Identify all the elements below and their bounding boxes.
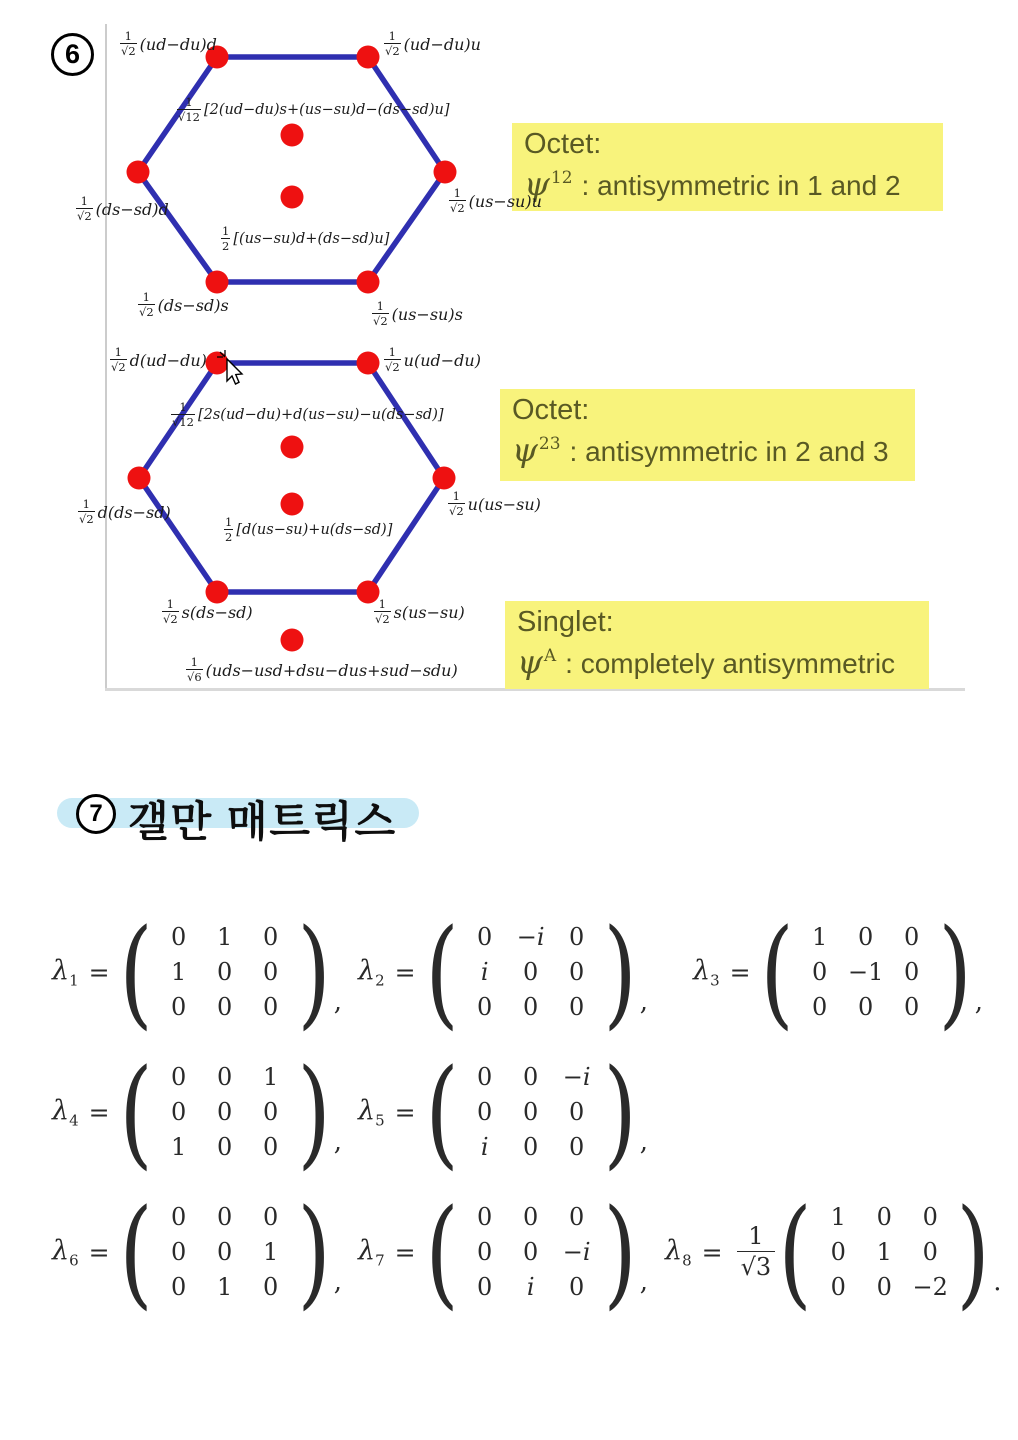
matrix-grid xyxy=(462,1200,600,1305)
close-paren: ) xyxy=(956,1183,990,1321)
matrix-cell: −i xyxy=(562,1238,591,1266)
matrix-cell: 0 xyxy=(569,923,585,951)
close-paren: ) xyxy=(297,903,331,1041)
matrix-cell: −1 xyxy=(847,958,884,986)
matrix-cell: 0 xyxy=(876,1273,892,1301)
matrix-cell: 0 xyxy=(830,1273,846,1301)
matrix-cell: 0 xyxy=(263,958,279,986)
matrix-cell: 0 xyxy=(812,958,828,986)
matrix-grid xyxy=(156,920,294,1025)
lambda-label: $\lambda_5$ xyxy=(358,1094,385,1130)
matrix-cell: 0 xyxy=(217,993,233,1021)
matrix-cell: 0 xyxy=(171,1203,187,1231)
matrix-cell: 0 xyxy=(569,1273,585,1301)
close-paren: ) xyxy=(297,1183,331,1321)
lambda-label: $\lambda_6$ xyxy=(52,1234,79,1270)
matrix-cell: 0 xyxy=(904,993,920,1021)
octet-12-title: Octet: xyxy=(524,128,602,160)
state-label-h1-mid-top: 1 √12 [2(ud−du)s+(us−su)d−(ds−sd)u] xyxy=(178,95,450,125)
singlet-title: Singlet: xyxy=(517,606,614,638)
matrix-cell: 0 xyxy=(858,923,874,951)
psi-23-symbol: $\psi^{23}$ xyxy=(512,430,561,470)
state-label-h1-tr: 1 √2 (ud−du)u xyxy=(385,29,481,59)
psi-a-symbol: $\psi^A$ xyxy=(517,642,557,682)
matrix-cell: 1 xyxy=(171,958,187,986)
state-label-h2-tl: 1 √2 d(ud−du) xyxy=(111,345,207,375)
matrix-cell: 0 xyxy=(217,1063,233,1091)
matrix-lambda-8 xyxy=(665,1183,1002,1321)
matrix-grid xyxy=(462,1060,600,1165)
matrix-cell: −i xyxy=(562,1063,591,1091)
matrix-cell: 0 xyxy=(477,1273,493,1301)
matrix-cell: 0 xyxy=(477,1203,493,1231)
matrix-cell: 0 xyxy=(217,1203,233,1231)
matrix-lambda-5 xyxy=(358,1043,648,1181)
punctuation: , xyxy=(974,987,983,1017)
matrix-cell: 0 xyxy=(523,1238,539,1266)
gellmann-header: 갤만 매트릭스 xyxy=(128,798,398,845)
octet-23-title: Octet: xyxy=(512,394,590,426)
matrix-cell: 0 xyxy=(523,1063,539,1091)
equals-sign: = xyxy=(394,1097,416,1127)
matrix-cell: 0 xyxy=(263,1203,279,1231)
matrix-lambda-7 xyxy=(358,1183,648,1321)
section-7-number: 7 xyxy=(89,800,103,827)
state-label-h1-right: 1 √2 (us−su)u xyxy=(450,186,542,216)
matrix-cell: 0 xyxy=(830,1238,846,1266)
matrix-cell: 1 xyxy=(217,1273,233,1301)
matrix-cell: 0 xyxy=(569,958,585,986)
matrix-cell: 0 xyxy=(263,1098,279,1126)
matrix-cell: 0 xyxy=(477,1063,493,1091)
matrix-cell: 0 xyxy=(263,923,279,951)
state-label-h1-left: 1 √2 (ds−sd)d xyxy=(77,194,169,224)
close-paren: ) xyxy=(938,903,972,1041)
matrix-lambda-1 xyxy=(52,903,342,1041)
state-label-h2-left: 1 √2 d(ds−sd) xyxy=(79,497,171,527)
matrix-cell: 0 xyxy=(523,1098,539,1126)
matrix-cell: 0 xyxy=(904,923,920,951)
matrix-cell: 0 xyxy=(812,993,828,1021)
punctuation: , xyxy=(639,1267,648,1297)
lambda-label: $\lambda_4$ xyxy=(52,1094,79,1130)
matrix-cell: 0 xyxy=(876,1203,892,1231)
state-label-h1-tl: 1 √2 (ud−du)d xyxy=(121,29,217,59)
matrix-cell: 1 xyxy=(876,1238,892,1266)
state-label-h2-bl: 1 √2 s(ds−sd) xyxy=(163,597,253,627)
state-label-h2-mid-bottom: 1 2 [d(us−su)+u(ds−sd)] xyxy=(225,515,393,545)
state-label-h2-mid-top: 1 √12 [2s(ud−du)+d(us−su)−u(ds−sd)] xyxy=(172,400,444,430)
matrix-cell: 1 xyxy=(830,1203,846,1231)
matrix-cell: 0 xyxy=(523,958,539,986)
punctuation: . xyxy=(993,1267,1002,1297)
octet-12-text: : antisymmetric in 1 and 2 xyxy=(581,170,901,202)
matrix-cell: 0 xyxy=(523,993,539,1021)
lambda-label: $\lambda_7$ xyxy=(358,1234,385,1270)
matrix-cell: 0 xyxy=(523,1203,539,1231)
punctuation: , xyxy=(639,987,648,1017)
close-paren: ) xyxy=(603,903,637,1041)
matrix-cell: 1 xyxy=(812,923,828,951)
singlet-text: : completely antisymmetric xyxy=(565,648,896,680)
state-label-h1-br: 1 √2 (us−su)s xyxy=(373,299,463,329)
matrix-grid xyxy=(156,1200,294,1305)
matrix-cell: 0 xyxy=(171,993,187,1021)
matrix-cell: i xyxy=(526,1273,535,1301)
matrix-cell: 0 xyxy=(569,1133,585,1161)
state-label-h2-right: 1 √2 u(us−su) xyxy=(449,489,541,519)
matrix-lambda-4 xyxy=(52,1043,342,1181)
open-paren: ( xyxy=(425,903,459,1041)
lambda-label: $\lambda_3$ xyxy=(693,954,720,990)
matrix-cell: 0 xyxy=(477,993,493,1021)
equals-sign: = xyxy=(88,1097,110,1127)
matrix-cell: 0 xyxy=(477,1238,493,1266)
matrix-cell: 0 xyxy=(171,923,187,951)
matrix-cell: 1 xyxy=(171,1133,187,1161)
matrix-grid xyxy=(462,920,600,1025)
matrix-cell: 0 xyxy=(922,1238,938,1266)
open-paren: ( xyxy=(119,903,153,1041)
matrix-cell: 1 xyxy=(263,1063,279,1091)
state-label-h2-tr: 1 √2 u(ud−du) xyxy=(385,345,481,375)
open-paren: ( xyxy=(119,1043,153,1181)
equals-sign: = xyxy=(701,1237,723,1267)
lambda-label: $\lambda_1$ xyxy=(52,954,79,990)
punctuation: , xyxy=(639,1127,648,1157)
hexagon-octet-23 xyxy=(139,363,444,592)
matrix-cell: 0 xyxy=(569,1203,585,1231)
punctuation: , xyxy=(333,1127,342,1157)
equals-sign: = xyxy=(394,1237,416,1267)
matrix-cell: 1 xyxy=(263,1238,279,1266)
octet-23-text: : antisymmetric in 2 and 3 xyxy=(569,436,889,468)
matrix-cell: 0 xyxy=(171,1063,187,1091)
matrix-lambda-6 xyxy=(52,1183,342,1321)
close-paren: ) xyxy=(297,1043,331,1181)
matrix-cell: 0 xyxy=(477,1098,493,1126)
matrix-cell: 0 xyxy=(171,1273,187,1301)
matrix-grid xyxy=(156,1060,294,1165)
state-label-h2-br: 1 √2 s(us−su) xyxy=(375,597,465,627)
matrix-cell: 0 xyxy=(569,1098,585,1126)
equals-sign: = xyxy=(88,1237,110,1267)
matrix-cell: 0 xyxy=(217,1238,233,1266)
matrix-cell: 0 xyxy=(523,1133,539,1161)
matrix-cell: 0 xyxy=(263,1273,279,1301)
matrix-cell: 0 xyxy=(217,958,233,986)
matrix-cell: i xyxy=(480,1133,489,1161)
equals-sign: = xyxy=(394,957,416,987)
matrix-cell: 0 xyxy=(263,1133,279,1161)
open-paren: ( xyxy=(778,1183,812,1321)
matrix-lambda-3 xyxy=(693,903,983,1041)
matrix-cell: 0 xyxy=(904,958,920,986)
matrix-grid xyxy=(815,1200,953,1305)
matrix-cell: 0 xyxy=(263,993,279,1021)
punctuation: , xyxy=(333,987,342,1017)
state-label-h1-mid-bottom: 1 2 [(us−su)d+(ds−sd)u] xyxy=(222,224,390,254)
matrix-cell: 1 xyxy=(217,923,233,951)
matrix-cell: 0 xyxy=(217,1098,233,1126)
matrix-cell: 0 xyxy=(171,1098,187,1126)
state-label-singlet: 1 √6 (uds−usd+dsu−dus+sud−sdu) xyxy=(187,655,458,685)
section-6-number: 6 xyxy=(64,39,81,69)
matrix-cell: 0 xyxy=(477,923,493,951)
matrix-cell: 0 xyxy=(922,1203,938,1231)
punctuation: , xyxy=(333,1267,342,1297)
state-label-h1-bl: 1 √2 (ds−sd)s xyxy=(139,290,229,320)
open-paren: ( xyxy=(425,1043,459,1181)
section-7-badge xyxy=(76,794,116,834)
lambda-label: $\lambda_8$ xyxy=(665,1234,692,1270)
prefactor-fraction: $\frac{1}{√3}$ xyxy=(737,1223,776,1281)
lambda-label: $\lambda_2$ xyxy=(358,954,385,990)
open-paren: ( xyxy=(760,903,794,1041)
matrix-cell: i xyxy=(480,958,489,986)
matrix-cell: 0 xyxy=(217,1133,233,1161)
matrix-grid xyxy=(797,920,935,1025)
open-paren: ( xyxy=(425,1183,459,1321)
close-paren: ) xyxy=(603,1043,637,1181)
matrix-lambda-2 xyxy=(358,903,648,1041)
matrix-cell: −2 xyxy=(912,1273,948,1301)
matrix-cell: −i xyxy=(516,923,545,951)
psi-12-symbol: $\psi^{12}$ xyxy=(524,164,573,204)
equals-sign: = xyxy=(729,957,751,987)
matrix-cell: 0 xyxy=(171,1238,187,1266)
open-paren: ( xyxy=(119,1183,153,1321)
matrix-cell: 0 xyxy=(858,993,874,1021)
equals-sign: = xyxy=(88,957,110,987)
matrix-cell: 0 xyxy=(569,993,585,1021)
close-paren: ) xyxy=(603,1183,637,1321)
